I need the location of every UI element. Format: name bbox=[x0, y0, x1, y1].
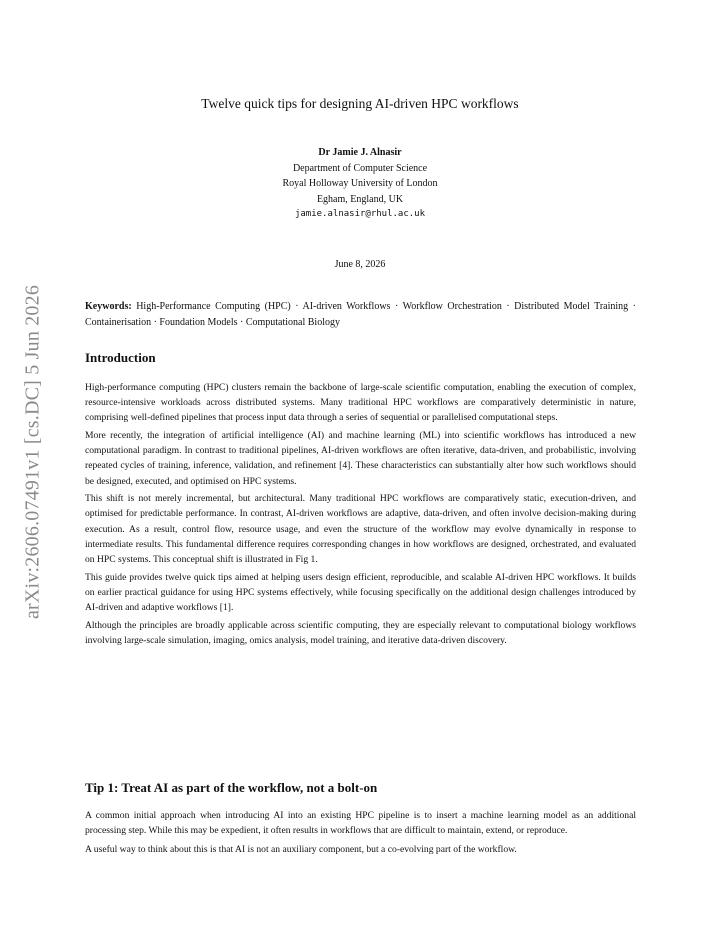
author-name: Dr Jamie J. Alnasir bbox=[318, 147, 402, 158]
tip1-paragraph-1: A common initial approach when introducing AI into an existing HPC pipeline is to insert a machine learning model as an additional processing step. While this may be expedient, it often results in workflows that are difficult to maintain, extend, or reproduce. bbox=[85, 810, 636, 837]
author-block bbox=[0, 145, 720, 223]
keywords-label: Keywords: bbox=[85, 301, 132, 312]
paper-title: Twelve quick tips for designing AI-driven HPC workflows bbox=[201, 96, 519, 111]
tip1-body bbox=[85, 808, 636, 862]
tip1-heading: Tip 1: Treat AI as part of the workflow, not a bolt-on bbox=[85, 780, 378, 795]
intro-paragraph-2: More recently, the integration of artificial intelligence (AI) and machine learning (ML) into scientific workflows has introduced a new computational paradigm. In contrast to traditional pipelines, AI-driven workflows are often iterative, data-driven, and probabilistic, involving repeated cycles of training, inference, validation, and refinement [4]. These characteristics can substantially alter how such workflows should be designed, executed, and optimised on HPC systems. bbox=[85, 430, 636, 487]
author-location: Egham, England, UK bbox=[316, 193, 404, 205]
intro-paragraph-5: Although the principles are broadly applicable across scientific computing, they are especially relevant to computational biology workflows involving large-scale simulation, imaging, omics analysis, model training, and iterative data-driven discovery. bbox=[85, 619, 636, 646]
tip1-paragraph-2: A useful way to think about this is that AI is not an auxiliary component, but a co-evolving part of the workflow. bbox=[85, 844, 517, 856]
intro-paragraph-1: High-performance computing (HPC) clusters remain the backbone of large-scale scientific computation, enabling the execution of complex, resource-intensive workloads across distributed systems. Many traditional HPC workflows are comparatively deterministic in nature, comprising well-defined pipelines that process input data through a series of sequential or parallelised computational steps. bbox=[85, 382, 636, 424]
intro-paragraph-3: This shift is not merely incremental, but architectural. Many traditional HPC workflows are comparatively static, execution-driven, and optimised for predictable performance. In contrast, AI-driven workflows are adaptive, data-driven, and often involve decision-making during execution. As a result, control flow, resource usage, and even the structure of the workflow may evolve dynamically in response to intermediate results. This fundamental difference requires corresponding changes in how workflows are designed, orchestrated, and evaluated on HPC systems. This conceptual shift is illustrated in Fig 1. bbox=[85, 493, 636, 566]
intro-paragraph-4: This guide provides twelve quick tips aimed at helping users design efficient, reproducible, and scalable AI-driven HPC workflows. It builds on earlier practical guidance for using HPC systems effectively, while focusing specifically on the additional design challenges introduced by AI-driven and adaptive workflows [1]. bbox=[85, 571, 636, 614]
introduction-heading: Introduction bbox=[85, 350, 156, 365]
introduction-body bbox=[85, 380, 636, 650]
author-department: Department of Computer Science bbox=[292, 162, 428, 174]
author-email: jamie.alnasir@rhul.ac.uk bbox=[294, 209, 426, 219]
author-institution: Royal Holloway University of London bbox=[282, 178, 438, 189]
keywords-block bbox=[85, 299, 636, 330]
keywords-text: High-Performance Computing (HPC) · AI-driven Workflows · Workflow Orchestration · Distributed Model Training · Containerisation · Foundation Models · Computational Biology bbox=[85, 301, 637, 328]
paper-date: June 8, 2026 bbox=[334, 259, 386, 270]
arxiv-identifier: arXiv:2606.07491v1 [cs.DC] 5 Jun 2026 bbox=[21, 284, 44, 620]
